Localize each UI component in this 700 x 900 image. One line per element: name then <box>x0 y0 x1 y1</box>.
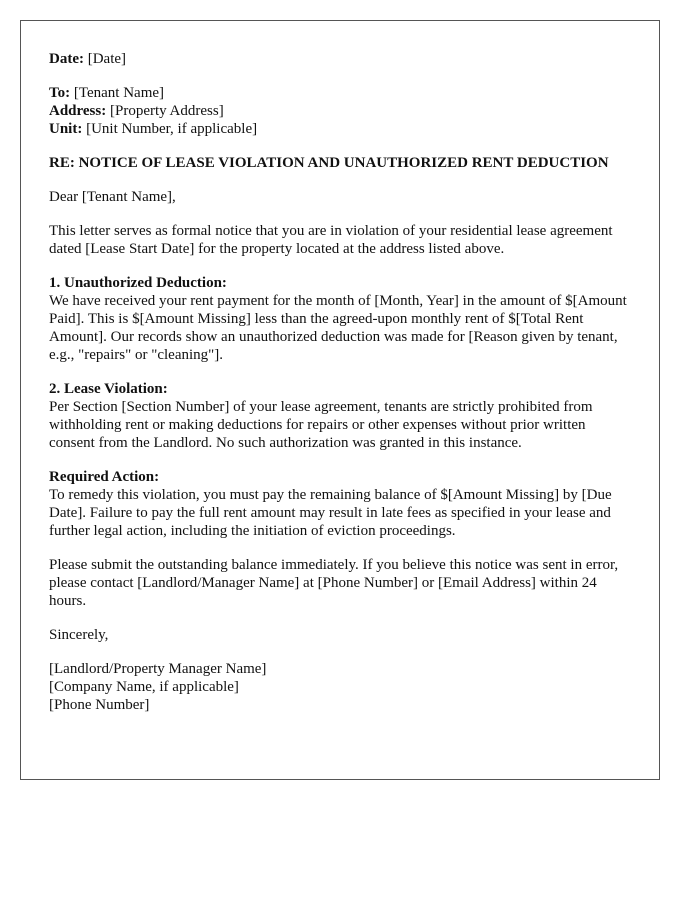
section2-body: Per Section [Section Number] of your lease agreement, tenants are strictly prohibited from withholding rent or making deductions for repairs or other expenses without prior written consent from the Landlord. No such authorization was granted in this instance. <box>49 399 593 451</box>
signoff: Sincerely, <box>49 627 109 643</box>
date-label: Date: <box>49 51 84 67</box>
section-required-action <box>49 468 631 540</box>
to-value: [Tenant Name] <box>70 85 165 101</box>
address-value: [Property Address] <box>106 103 224 119</box>
section-unauthorized-deduction <box>49 274 631 364</box>
section2-heading: 2. Lease Violation: <box>49 381 168 397</box>
letter-page <box>20 20 660 780</box>
subject-line: RE: NOTICE OF LEASE VIOLATION AND UNAUTHORIZED RENT DEDUCTION <box>49 155 609 171</box>
section3-body: To remedy this violation, you must pay the remaining balance of $[Amount Missing] by [Due Date]. Failure to pay the full rent amount may result in late fees as specified in your lease and further legal action, including the initiation of eviction proceedings. <box>49 487 612 539</box>
signature-name: [Landlord/Property Manager Name] <box>49 661 267 677</box>
recipient-block <box>49 84 631 138</box>
section3-heading: Required Action: <box>49 469 160 485</box>
address-label: Address: <box>49 103 107 119</box>
intro-paragraph: This letter serves as formal notice that you are in violation of your residential lease agreement dated [Lease Start Date] for the property located at the address listed above. <box>49 223 613 257</box>
date-line <box>49 50 631 68</box>
unit-value: [Unit Number, if applicable] <box>82 121 258 137</box>
section1-body: We have received your rent payment for the month of [Month, Year] in the amount of $[Amount Paid]. This is $[Amount Missing] less than the agreed-upon monthly rent of $[Total Rent Amount]. Our records show an unauthorized deduction was made for [Reason given by tenant, e.g., "repairs" or "cleaning"]. <box>49 293 627 363</box>
signature-phone: [Phone Number] <box>49 697 150 713</box>
address-line <box>49 102 631 120</box>
date-value: [Date] <box>83 51 127 67</box>
unit-line <box>49 120 631 138</box>
unit-label: Unit: <box>49 121 83 137</box>
salutation: Dear [Tenant Name], <box>49 189 176 205</box>
closing-paragraph: Please submit the outstanding balance immediately. If you believe this notice was sent in error, please contact [Landlord/Manager Name] at [Phone Number] or [Email Address] within 24 hours. <box>49 557 619 609</box>
signature-company: [Company Name, if applicable] <box>49 679 239 695</box>
to-line <box>49 84 631 102</box>
signature-block <box>49 660 631 714</box>
to-label: To: <box>49 85 71 101</box>
section-lease-violation <box>49 380 631 452</box>
section1-heading: 1. Unauthorized Deduction: <box>49 275 227 291</box>
